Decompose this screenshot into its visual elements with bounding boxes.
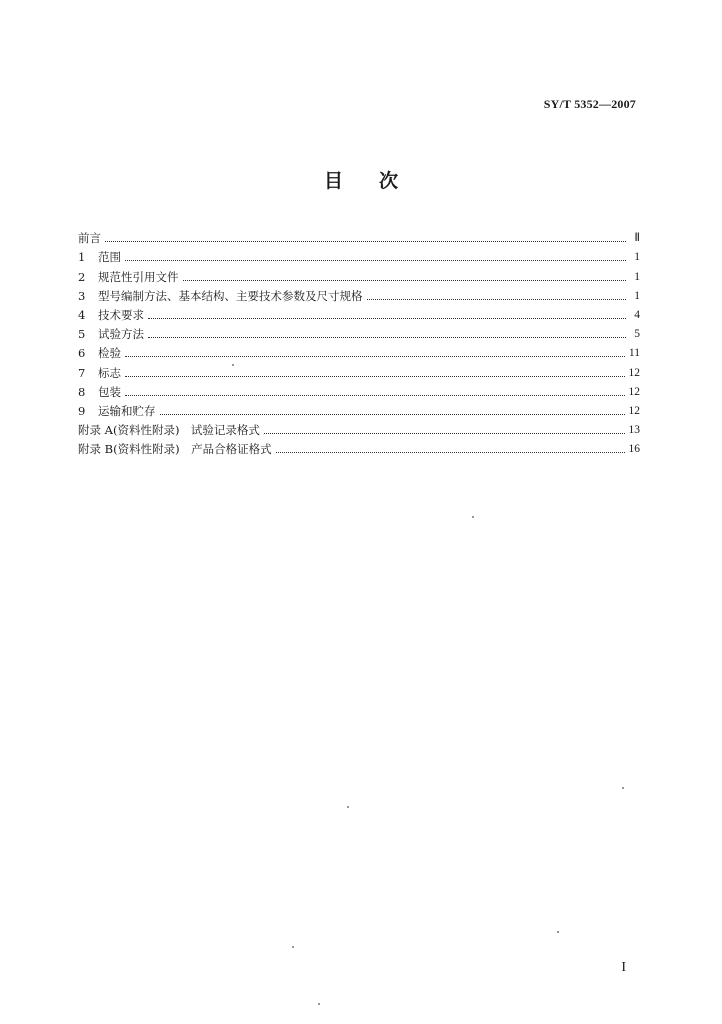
dot-leader <box>125 356 625 357</box>
dot-leader <box>125 376 625 377</box>
toc-entry-number: 8 <box>78 384 86 399</box>
dot-leader <box>148 318 626 319</box>
toc-entry-page: 1 <box>634 270 640 283</box>
toc-entry-number: 2 <box>78 269 86 284</box>
toc-entry-page: 1 <box>634 251 640 264</box>
toc-entry-page: 12 <box>628 385 640 398</box>
toc-entry-label: 前言 <box>78 231 101 246</box>
toc-entry-page: 4 <box>634 308 640 321</box>
dot-leader <box>264 433 625 434</box>
dot-leader <box>183 280 627 281</box>
toc-entry[interactable] <box>78 284 640 303</box>
toc-entry[interactable] <box>78 245 640 264</box>
toc-entry[interactable] <box>78 322 640 341</box>
toc-entry-label: 试验方法 <box>98 327 144 342</box>
table-of-contents <box>78 226 640 456</box>
toc-entry[interactable] <box>78 226 640 245</box>
toc-entry-label: 范围 <box>98 250 121 265</box>
dot-leader <box>105 241 626 242</box>
toc-entry-label: 包装 <box>98 384 121 399</box>
dot-leader <box>125 260 626 261</box>
toc-entry-number: 4 <box>78 307 86 322</box>
scan-speck <box>472 516 474 518</box>
toc-entry-number: 6 <box>78 346 86 361</box>
toc-entry-number: 9 <box>78 403 86 418</box>
dot-leader <box>160 414 625 415</box>
toc-entry-label: 型号编制方法、基本结构、主要技术参数及尺寸规格 <box>98 288 363 303</box>
toc-title: 目次 <box>323 170 434 192</box>
toc-entry-label: 附录 B(资料性附录) 产品合格证格式 <box>78 442 272 457</box>
scan-speck <box>622 787 624 789</box>
toc-entry-page: Ⅱ <box>634 232 640 245</box>
toc-entry-label: 检验 <box>98 346 121 361</box>
toc-entry-label: 运输和贮存 <box>98 403 156 418</box>
toc-entry[interactable] <box>78 399 640 418</box>
toc-entry[interactable] <box>78 418 640 437</box>
toc-entry-page: 12 <box>628 366 640 379</box>
toc-entry[interactable] <box>78 303 640 322</box>
toc-entry-label: 规范性引用文件 <box>98 269 179 284</box>
toc-entry-label: 技术要求 <box>98 307 144 322</box>
toc-entry[interactable] <box>78 264 640 283</box>
page-number: I <box>621 960 626 975</box>
toc-entry-number: 1 <box>78 250 86 265</box>
toc-entry-page: 11 <box>628 347 640 360</box>
toc-entry-number: 7 <box>78 365 86 380</box>
toc-entry[interactable] <box>78 341 640 360</box>
toc-entry-page: 13 <box>628 424 640 437</box>
toc-entry-label: 附录 A(资料性附录) 试验记录格式 <box>78 423 260 438</box>
document-code: SY/T 5352—2007 <box>543 97 636 111</box>
dot-leader <box>276 452 625 453</box>
toc-entry-page: 5 <box>634 328 640 341</box>
dot-leader <box>367 299 627 300</box>
toc-entry-page: 12 <box>628 404 640 417</box>
dot-leader <box>125 395 625 396</box>
toc-entry[interactable] <box>78 360 640 379</box>
toc-entry[interactable] <box>78 380 640 399</box>
scan-speck <box>347 806 349 808</box>
scan-speck <box>557 931 559 933</box>
scan-speck <box>292 946 294 948</box>
toc-entry-page: 1 <box>634 289 640 302</box>
toc-entry[interactable] <box>78 437 640 456</box>
scan-speck <box>318 1003 320 1005</box>
dot-leader <box>148 337 626 338</box>
toc-entry-label: 标志 <box>98 365 121 380</box>
toc-entry-number: 3 <box>78 288 86 303</box>
toc-entry-number: 5 <box>78 327 86 342</box>
toc-entry-page: 16 <box>628 443 640 456</box>
scan-speck <box>232 364 234 366</box>
